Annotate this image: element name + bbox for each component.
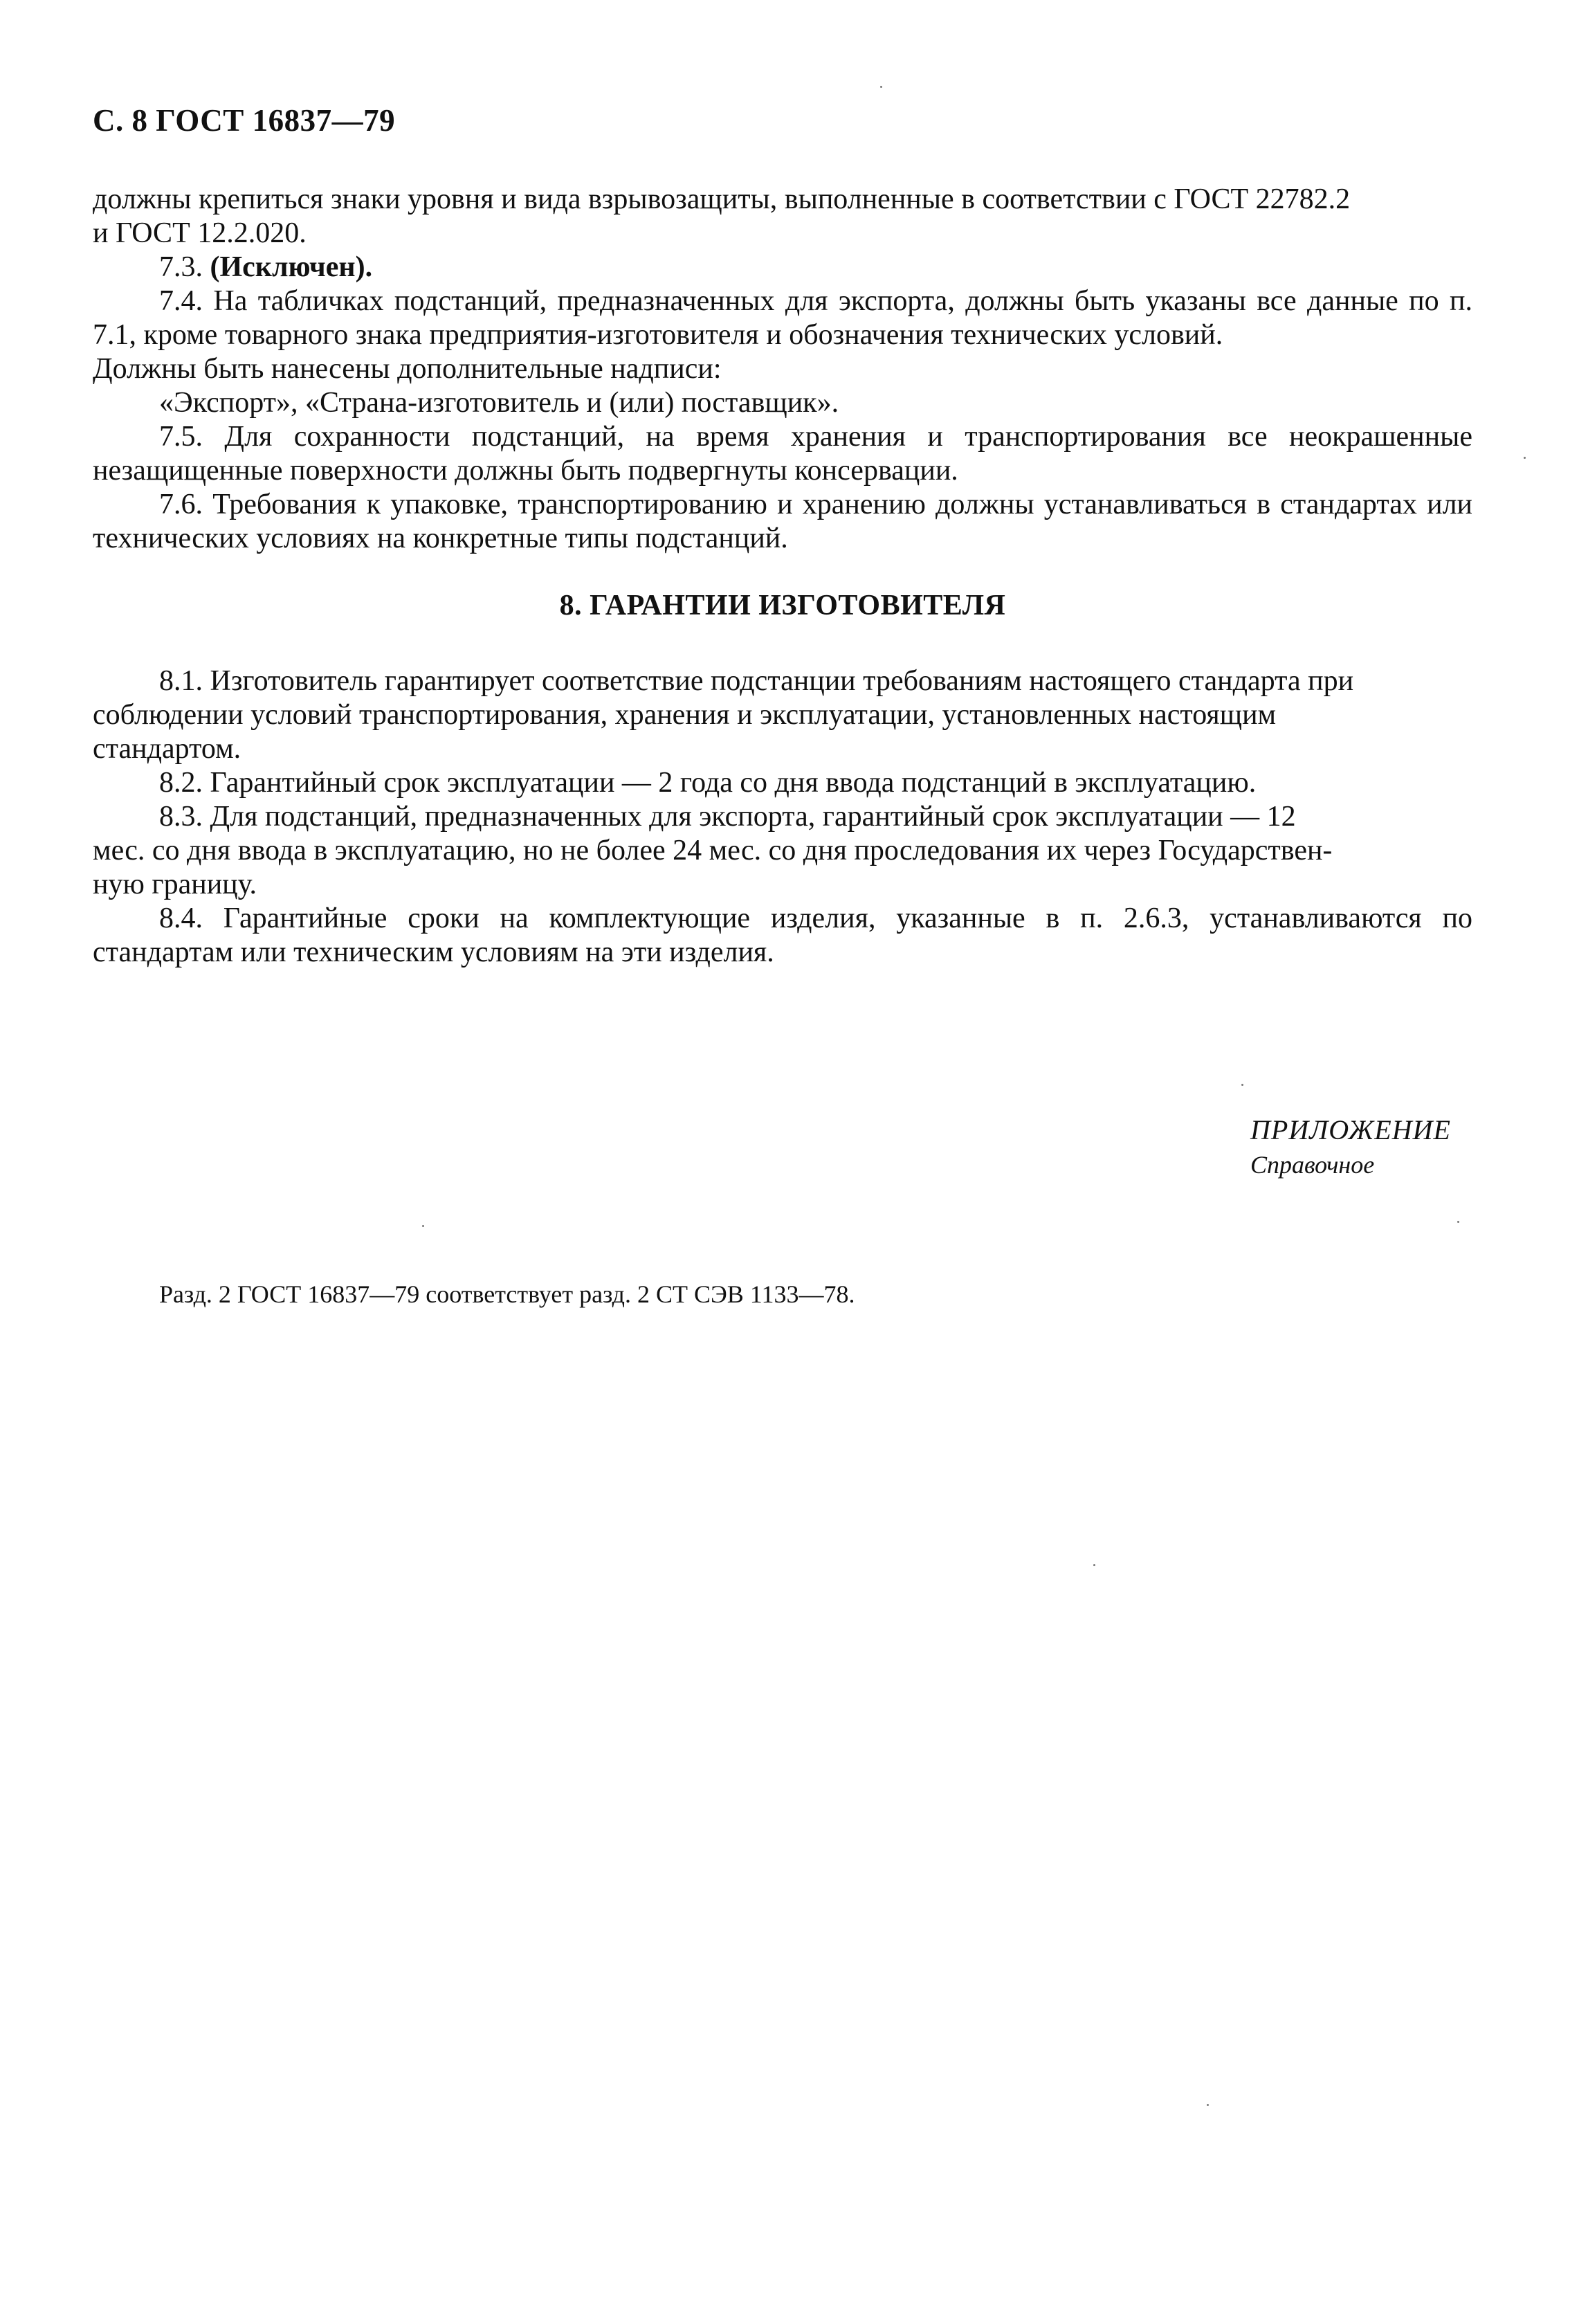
document-body	[93, 183, 1472, 970]
appendix-subtitle: Справочное	[1250, 1151, 1375, 1179]
paragraph-8-2: 8.2. Гарантийный срок эксплуатации — 2 года со дня ввода подстанций в эксплуатацию.	[159, 767, 1257, 799]
paragraph-8-1-line-3: стандартом.	[93, 733, 241, 765]
paragraph-7-3-number: 7.3.	[159, 251, 203, 283]
scan-speck	[880, 86, 882, 88]
paragraph-8-1-line-1: 8.1. Изготовитель гарантирует соответствие подстанции требованиям настоящего стандарта при	[159, 665, 1354, 697]
paragraph-8-3-line-1: 8.3. Для подстанций, предназначенных для экспорта, гарантийный срок эксплуатации — 12	[159, 801, 1296, 833]
paragraph-7-4-continued: Должны быть нанесены дополнительные надписи:	[93, 353, 722, 385]
paragraph-7-2-continued-line-2: и ГОСТ 12.2.020.	[93, 217, 307, 249]
scan-speck	[1457, 1221, 1459, 1223]
scan-speck	[1093, 1564, 1095, 1566]
paragraph-7-4: 7.4. На табличках подстанций, предназначенных для экспорта, должны быть указаны все данные по п. 7.1, кроме товарного знака предприятия-изготовителя и обозначения технических условий.	[93, 285, 1472, 351]
appendix-title: ПРИЛОЖЕНИЕ	[1250, 1114, 1451, 1145]
paragraph-8-1-line-2: соблюдении условий транспортирования, хранения и эксплуатации, установленных настоящим	[93, 699, 1277, 731]
paragraph-8-3-line-3: ную границу.	[93, 869, 257, 900]
section-8-title: 8. ГАРАНТИИ ИЗГОТОВИТЕЛЯ	[559, 590, 1006, 621]
paragraph-7-6: 7.6. Требования к упаковке, транспортированию и хранению должны устанавливаться в стандартах или технических условиях на конкретные типы подстанций.	[93, 489, 1472, 554]
scan-speck	[1524, 457, 1526, 459]
paragraph-7-3-excluded: (Исключен).	[210, 251, 373, 283]
paragraph-8-3-line-2: мес. со дня ввода в эксплуатацию, но не более 24 мес. со дня проследования их через Государствен-	[93, 835, 1333, 866]
paragraph-8-4: 8.4. Гарантийные сроки на комплектующие изделия, указанные в п. 2.6.3, устанавливаются по стандартам или техническим условиям на эти изделия.	[93, 902, 1472, 968]
appendix-note: Разд. 2 ГОСТ 16837—79 соответствует разд. 2 СТ СЭВ 1133—78.	[159, 1280, 855, 1308]
running-head: С. 8 ГОСТ 16837—79	[93, 103, 396, 138]
paragraph-7-4-labels: «Экспорт», «Страна-изготовитель и (или) поставщик».	[159, 387, 839, 419]
paragraph-7-3	[93, 251, 1472, 284]
paragraph-7-5: 7.5. Для сохранности подстанций, на время хранения и транспортирования все неокрашенные незащищенные поверхности должны быть подвергнуты консервации.	[93, 421, 1472, 487]
scan-speck	[422, 1225, 424, 1227]
paragraph-7-2-continued-line-1: должны крепиться знаки уровня и вида взрывозащиты, выполненные в соответствии с ГОСТ 22782.2	[93, 183, 1351, 215]
scan-speck	[1241, 1084, 1243, 1086]
scan-speck	[1207, 2104, 1209, 2106]
appendix-heading	[1250, 1113, 1451, 1182]
